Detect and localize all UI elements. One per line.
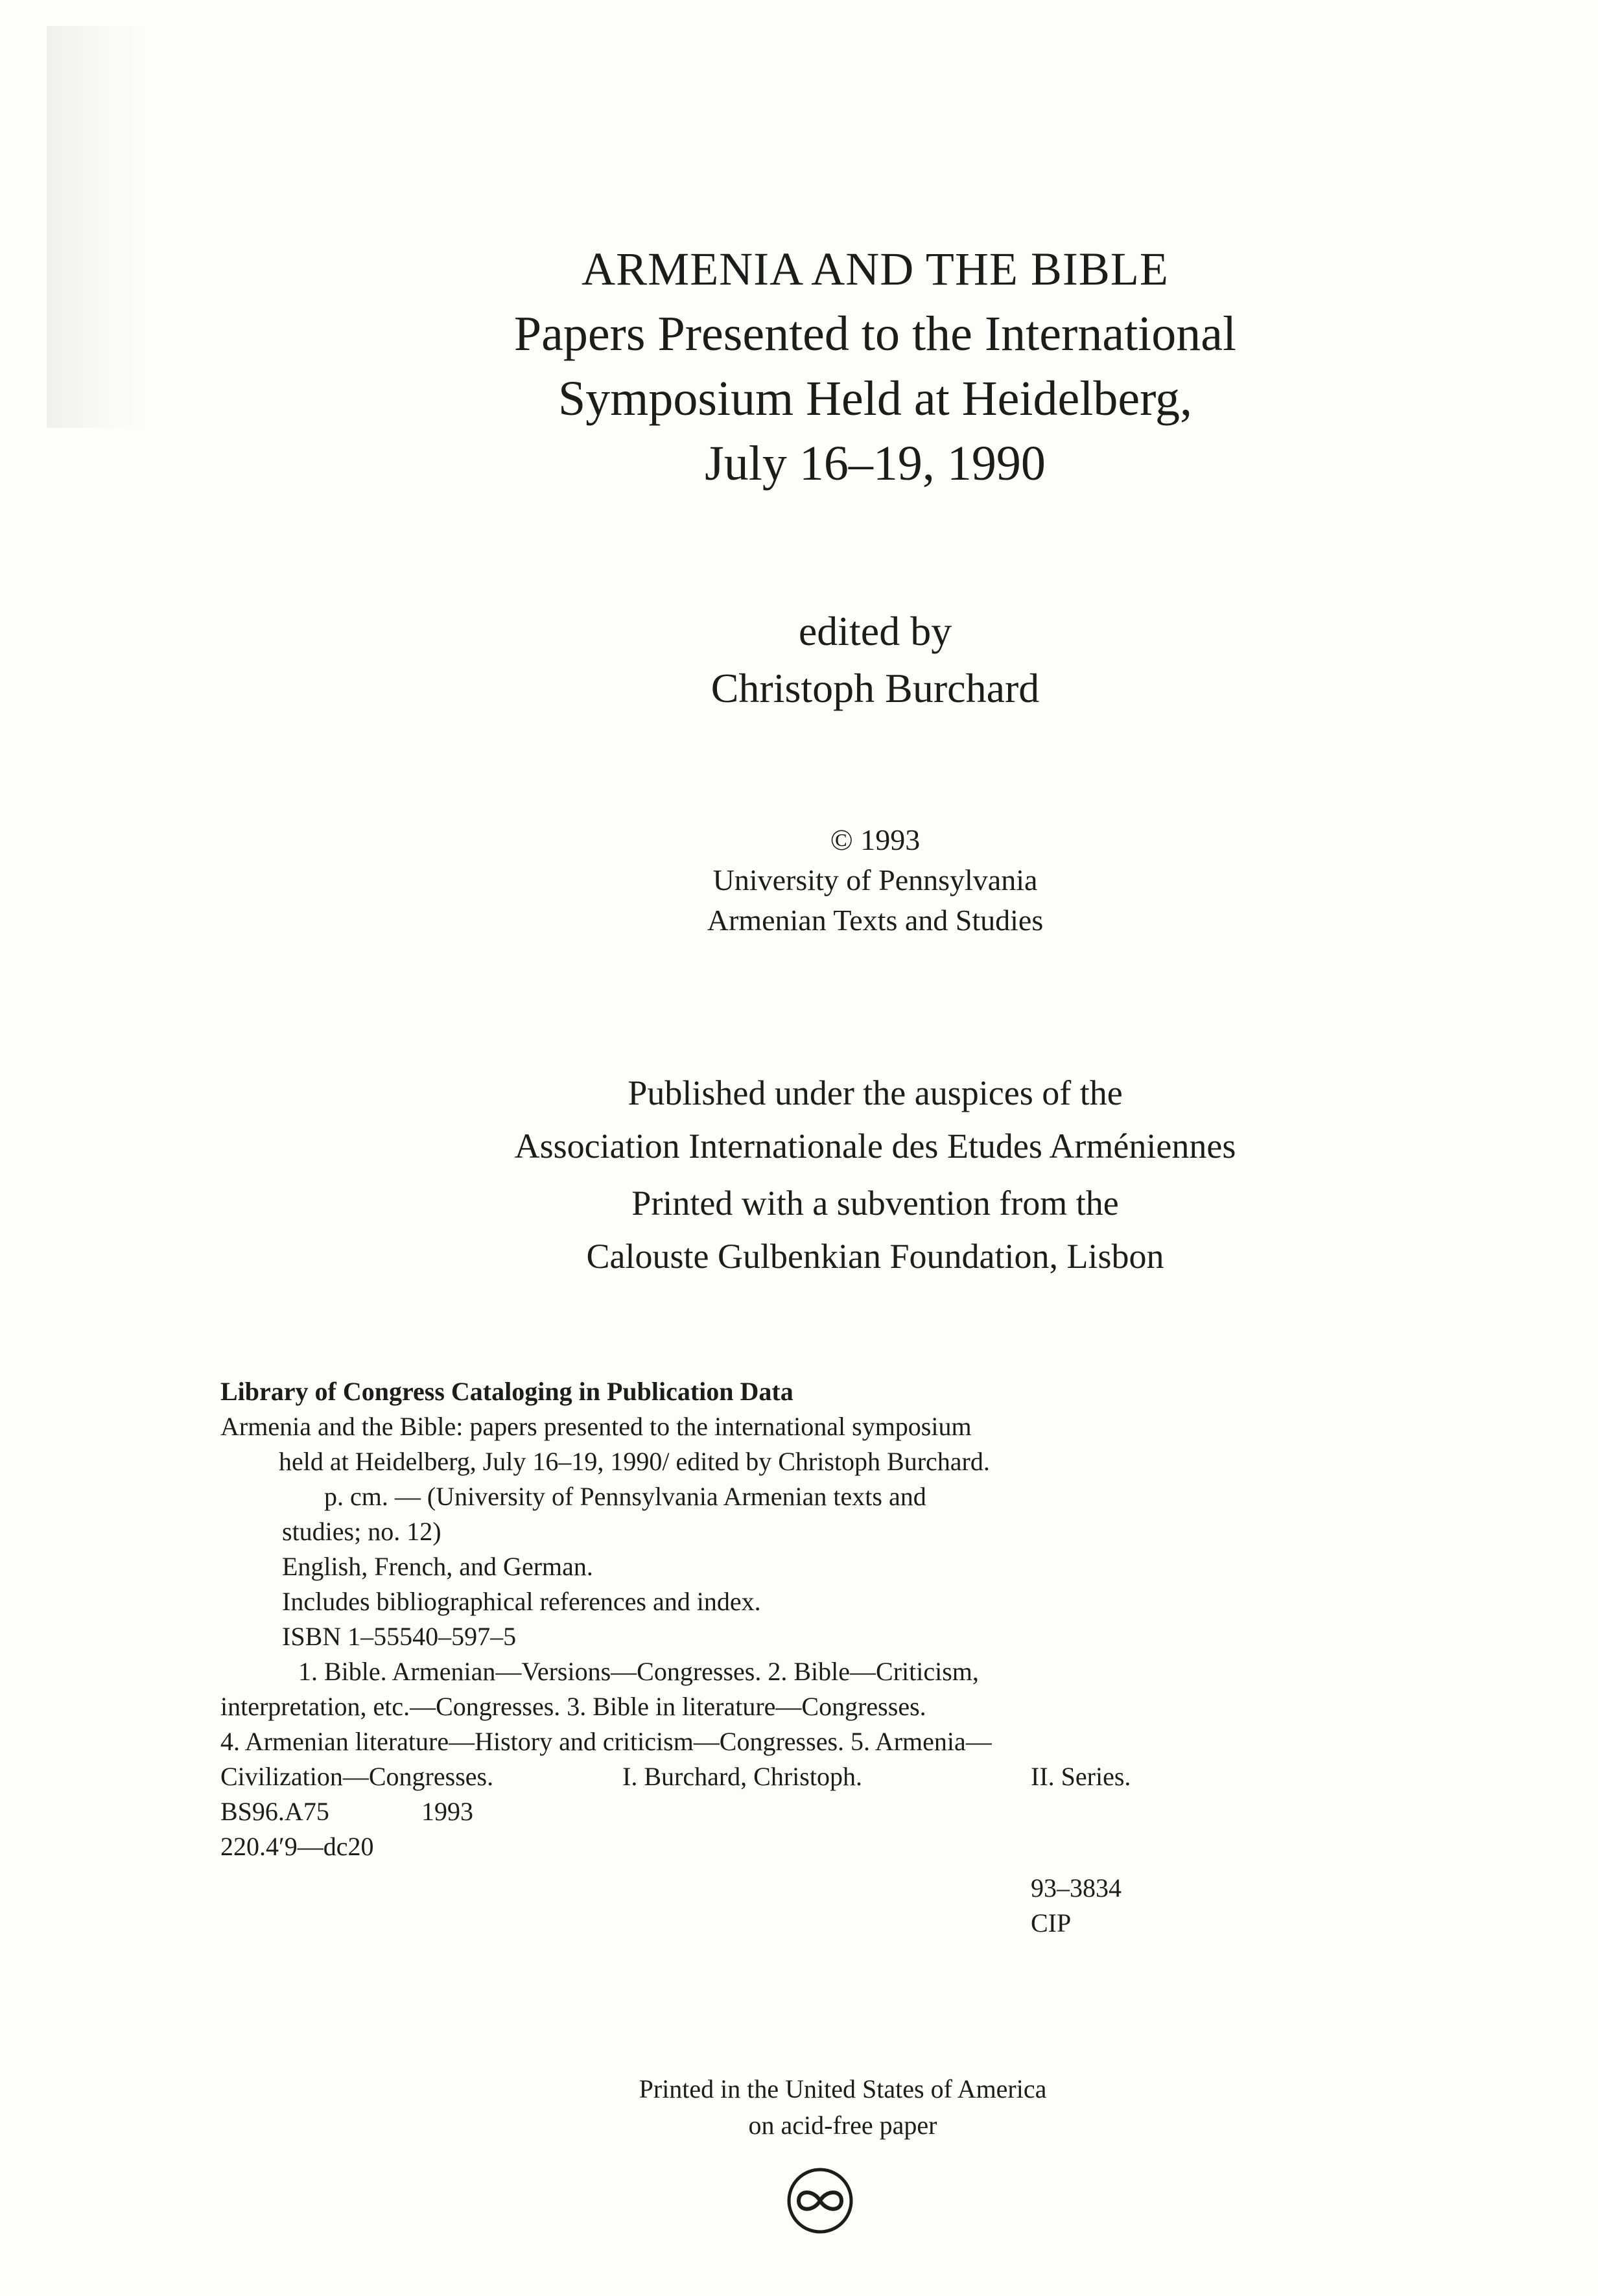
scan-shadow [47,26,150,428]
printed-in-line: Printed in the United States of America [639,2074,1047,2103]
acid-free-paper-infinity-icon [784,2165,856,2236]
cip-entry-line-3: p. cm. — (University of Pennsylvania Armenian texts and [324,1482,926,1511]
cip-entry-line-4: studies; no. 12) [282,1517,441,1546]
book-title: ARMENIA AND THE BIBLE [582,243,1169,295]
subvention-line-1: Printed with a subvention from the [631,1184,1119,1223]
edited-by-label: edited by [798,608,952,654]
cip-label: CIP [1031,1908,1072,1938]
publisher-name: University of Pennsylvania [712,863,1038,896]
cataloging-in-publication-block [220,1374,1271,1941]
book-subtitle-line-2: Symposium Held at Heidelberg, [558,371,1193,426]
book-subtitle-line-3: July 16–19, 1990 [705,436,1046,491]
auspices-line-2: Association Internationale des Etudes Arméniennes [514,1127,1236,1166]
cip-dewey: 220.4′9—dc20 [220,1832,374,1861]
copyright-block [324,820,1426,941]
cip-call-number-row [220,1794,1271,1829]
cip-subject-civilization: Civilization—Congresses. [220,1762,494,1791]
cip-heading: Library of Congress Cataloging in Publication Data [220,1377,793,1406]
cip-call-number: BS96.A75 [220,1797,329,1826]
cip-lccn: 93–3834 [1031,1873,1122,1903]
subvention-line-2: Calouste Gulbenkian Foundation, Lisbon [586,1237,1164,1276]
book-title-block [324,237,1426,496]
cip-subjects-line-4 [220,1759,1271,1794]
cip-subjects-line-1: 1. Bible. Armenian—Versions—Congresses. 2. Bible—Criticism, [298,1657,979,1686]
editor-name: Christoph Burchard [711,665,1040,711]
copyright-year: © 1993 [830,823,921,856]
cip-includes-note: Includes bibliographical references and index. [282,1587,761,1616]
cip-entry-line-2: held at Heidelberg, July 16–19, 1990/ edited by Christoph Burchard. [279,1447,990,1476]
cip-added-entry-author: I. Burchard, Christoph. [622,1762,862,1791]
auspices-block [324,1066,1426,1283]
cip-entry-line-1: Armenia and the Bible: papers presented to the international symposium [220,1412,972,1441]
cip-subjects-line-2: interpretation, etc.—Congresses. 3. Bible in literature—Congresses. [220,1692,926,1721]
cip-added-entry-series: II. Series. [1031,1762,1131,1791]
series-name: Armenian Texts and Studies [707,904,1044,937]
cip-call-year: 1993 [421,1797,473,1826]
cip-isbn: ISBN 1–55540–597–5 [282,1622,517,1651]
editor-block [324,603,1426,717]
cip-language-note: English, French, and German. [282,1552,593,1581]
acid-free-line: on acid-free paper [748,2111,937,2140]
printing-note [454,2071,1232,2144]
cip-subjects-line-3: 4. Armenian literature—History and criticism—Congresses. 5. Armenia— [220,1727,992,1756]
book-subtitle-line-1: Papers Presented to the International [513,307,1237,361]
auspices-line-1: Published under the auspices of the [628,1073,1123,1112]
